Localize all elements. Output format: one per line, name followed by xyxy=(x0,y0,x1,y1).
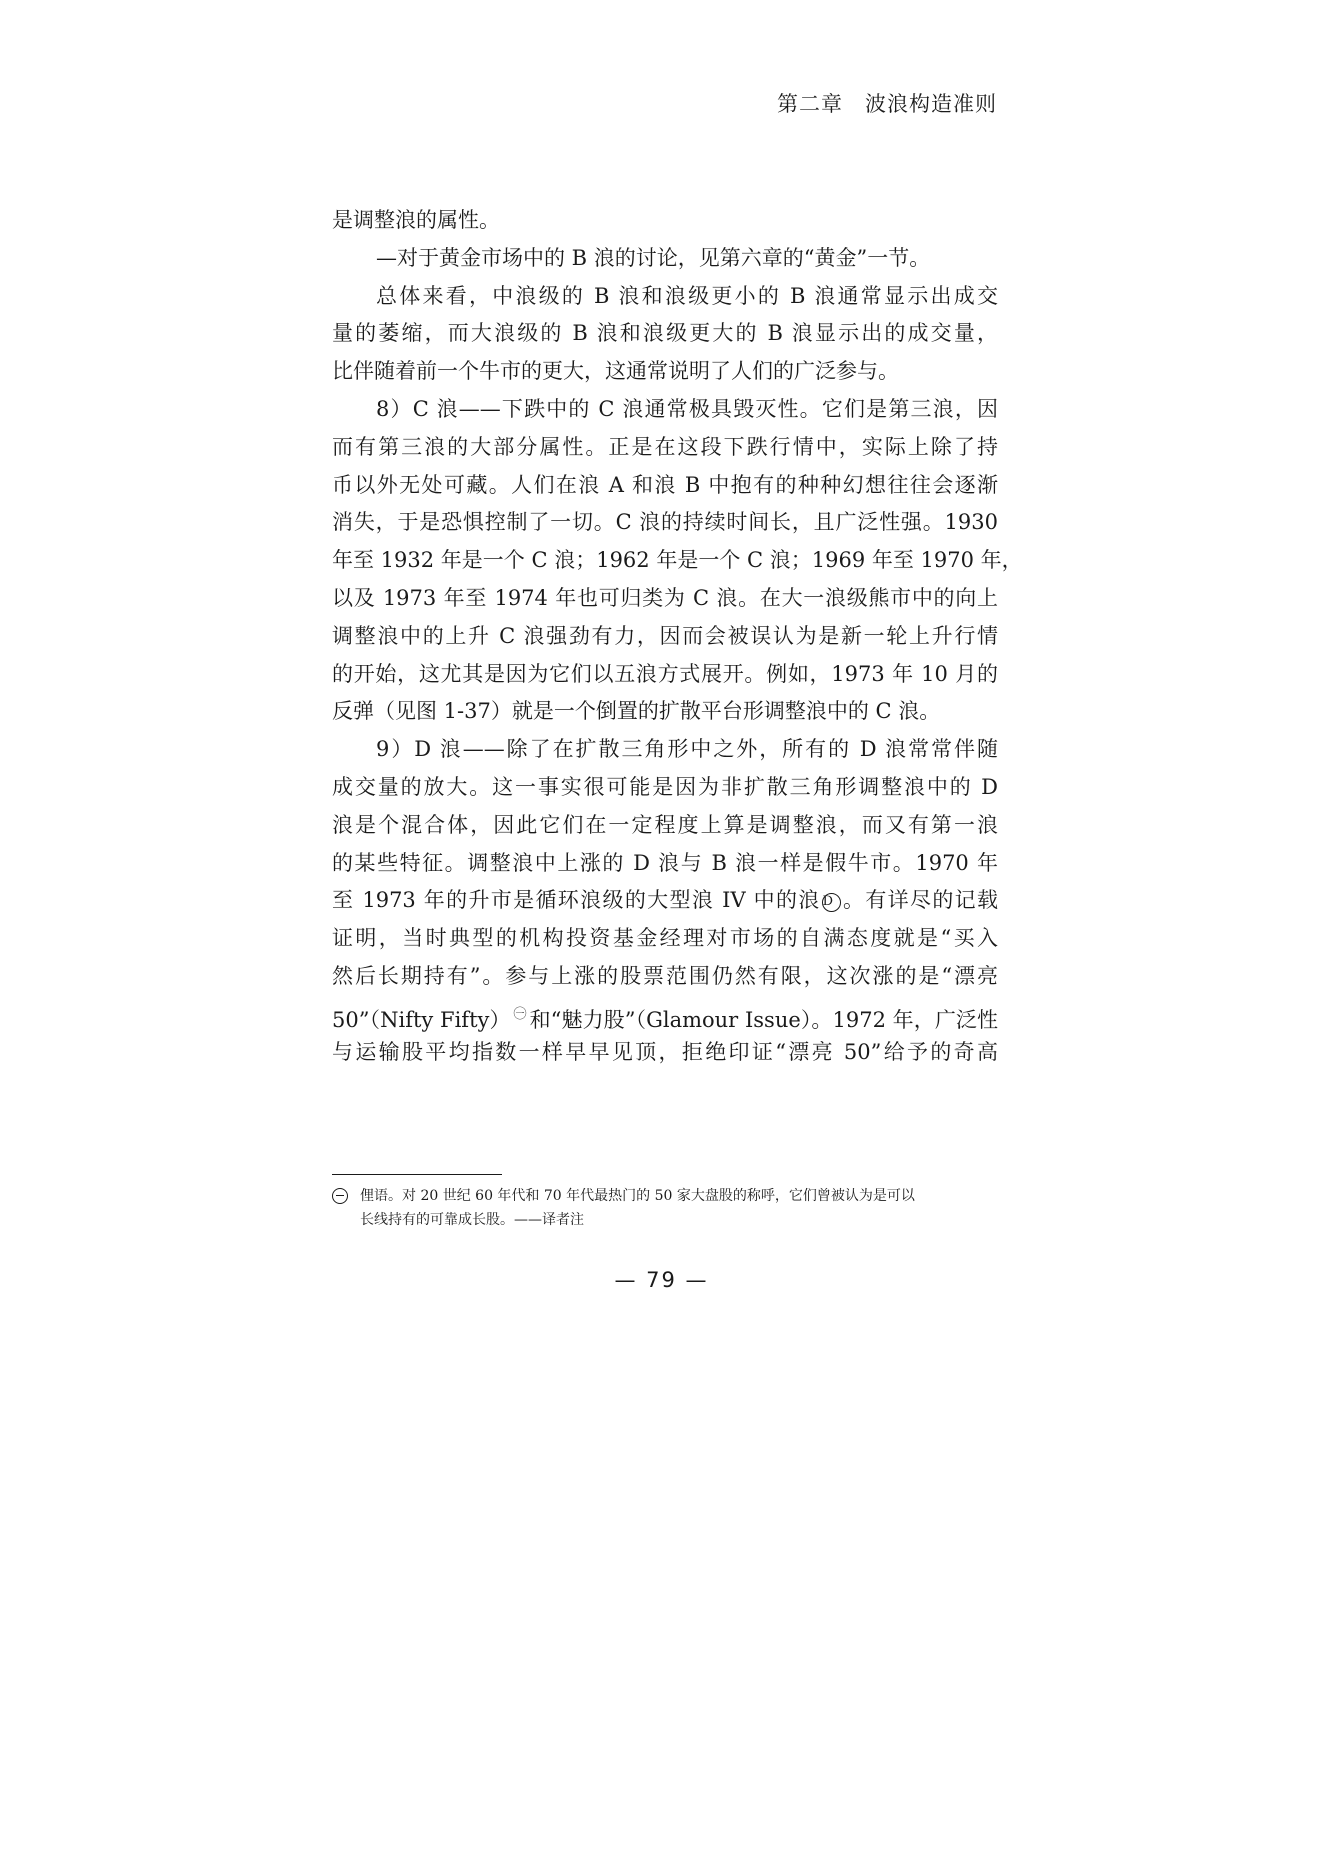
circled-letter-d: D xyxy=(822,893,841,912)
footnote xyxy=(332,1184,998,1232)
text-line: 以及 1973 年至 1974 年也可归类为 C 浪。在大一浪级熊市中的向上 xyxy=(332,585,998,610)
text-line: 比伴随着前一个牛市的更大，这通常说明了人们的广泛参与。 xyxy=(332,359,899,384)
text-segment: 50”（Nifty Fifty） xyxy=(332,1007,511,1032)
text-line: 的某些特征。调整浪中上涨的 D 浪与 B 浪一样是假牛市。1970 年 xyxy=(332,850,998,875)
text-segment: 至 1973 年的升市是循环浪级的大型浪 IV 中的浪 xyxy=(332,888,821,913)
text-line: 币以外无处可藏。人们在浪 A 和浪 B 中抱有的种种幻想往往会逐渐 xyxy=(332,472,998,497)
page-number: — 79 — xyxy=(614,1268,709,1292)
text-line: 8）C 浪——下跌中的 C 浪通常极具毁灭性。它们是第三浪，因 xyxy=(376,396,998,421)
text-line: 9）D 浪——除了在扩散三角形中之外，所有的 D 浪常常伴随 xyxy=(376,737,998,762)
footnote-line: 俚语。对 20 世纪 60 年代和 70 年代最热门的 50 家大盘股的称呼，它们曾被认为是可以 xyxy=(360,1188,915,1204)
text-line: 量的萎缩，而大浪级的 B 浪和浪级更大的 B 浪显示出的成交量， xyxy=(332,321,998,346)
text-line: 调整浪中的上升 C 浪强劲有力，因而会被误认为是新一轮上升行情 xyxy=(332,623,998,648)
text-line: 浪是个混合体，因此它们在一定程度上算是调整浪，而又有第一浪 xyxy=(332,812,998,837)
text-line: —对于黄金市场中的 B 浪的讨论，见第六章的“黄金”一节。 xyxy=(376,245,931,270)
chapter-number: 第二章 xyxy=(777,92,843,116)
footnote-divider xyxy=(332,1174,502,1175)
text-segment: 。有详尽的记载 xyxy=(841,888,999,913)
text-segment: 和“魅力股”（Glamour Issue）。1972 年，广泛性 xyxy=(529,1007,998,1032)
text-line: 是调整浪的属性。 xyxy=(332,208,500,232)
text-line: 然后长期持有”。参与上涨的股票范围仍然有限，这次涨的是“漂亮 xyxy=(332,963,998,988)
text-line xyxy=(332,882,998,920)
text-line xyxy=(332,996,998,1034)
circled-one-icon xyxy=(332,1188,348,1204)
text-line: 消失，于是恐惧控制了一切。C 浪的持续时间长，且广泛性强。1930 xyxy=(332,510,998,535)
body-text xyxy=(332,202,1023,1071)
text-line: 证明，当时典型的机构投资基金经理对市场的自满态度就是“买入 xyxy=(332,926,998,951)
text-line: 总体来看，中浪级的 B 浪和浪级更小的 B 浪通常显示出成交 xyxy=(376,283,998,308)
text-line: 年至 1932 年是一个 C 浪；1962 年是一个 C 浪；1969 年至 1970 年， xyxy=(332,548,1023,573)
running-header xyxy=(777,88,997,118)
text-line: 反弹（见图 1-37）就是一个倒置的扩散平台形调整浪中的 C 浪。 xyxy=(332,699,941,724)
footnote-marker[interactable]: ㊀ xyxy=(513,1006,527,1022)
text-line: 成交量的放大。这一事实很可能是因为非扩散三角形调整浪中的 D xyxy=(332,774,998,799)
footnote-line: 长线持有的可靠成长股。——译者注 xyxy=(360,1212,584,1228)
chapter-title: 波浪构造准则 xyxy=(865,92,997,116)
text-line: 与运输股平均指数一样早早见顶，拒绝印证“漂亮 50”给予的奇高 xyxy=(332,1039,998,1064)
text-line: 而有第三浪的大部分属性。正是在这段下跌行情中，实际上除了持 xyxy=(332,434,998,459)
text-line: 的开始，这尤其是因为它们以五浪方式展开。例如，1973 年 10 月的 xyxy=(332,661,998,686)
